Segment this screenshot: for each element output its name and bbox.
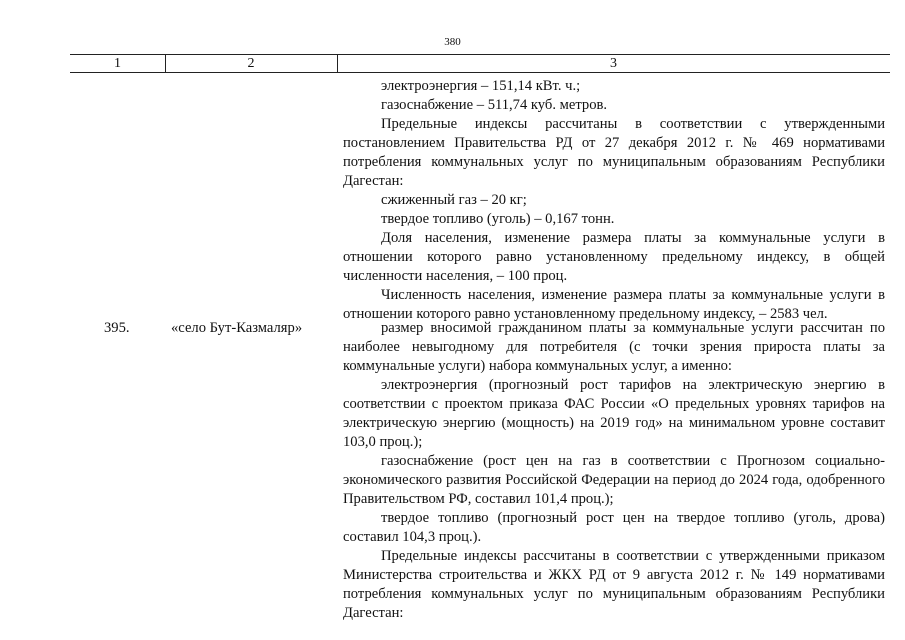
paragraph: газоснабжение – 511,74 куб. метров. (381, 97, 608, 113)
row-394-description (343, 77, 885, 324)
table-header-col-3: 3 (610, 56, 617, 71)
paragraph: электроэнергия (прогнозный рост тарифов на электрическую энергию в соответствии с проектом приказа ФАС России «О предельных уровнях тарифов на электрическую энергию (мощность) на 2019 год» на минимальном уровне составит 103,0 проц.); (343, 377, 885, 450)
settlement-name: «село Бут-Казмаляр» (171, 320, 303, 336)
table-header-bottom-border (70, 72, 890, 73)
paragraph: Предельные индексы рассчитаны в соответствии с утвержденными приказом Министерства строительства и ЖКХ РД от 9 августа 2012 г. № 149 нормативами потребления коммунальных услуг по муниципальным образованиям Республики Дагестан: (343, 548, 885, 621)
paragraph: газоснабжение (рост цен на газ в соответствии с Прогнозом социально-экономического развития Российской Федерации на период до 2024 года, одобренного Правительством РФ, составил 101,4 проц.); (343, 453, 885, 507)
table-header-col-1: 1 (114, 56, 121, 71)
paragraph: Доля населения, изменение размера платы за коммунальные услуги в отношении которого равно установленному предельному индексу, в общей численности населения, – 100 проц. (343, 230, 885, 284)
row-number: 395. (104, 320, 130, 336)
paragraph: твердое топливо (уголь) – 0,167 тонн. (381, 211, 615, 227)
paragraph: твердое топливо (прогнозный рост цен на твердое топливо (уголь, дрова) составил 104,3 проц.). (343, 510, 885, 545)
paragraph: Предельные индексы рассчитаны в соответствии с утвержденными постановлением Правительства РД от 27 декабря 2012 г. № 469 нормативами потребления коммунальных услуг по муниципальным образованиям Республики Дагестан: (343, 116, 885, 189)
page-number: 380 (444, 36, 461, 48)
paragraph: электроэнергия – 151,14 кВт. ч.; (381, 78, 581, 94)
paragraph: размер вносимой гражданином платы за коммунальные услуги рассчитан по наиболее невыгодному для потребителя (с точки зрения прироста платы за коммунальные услуги) набора коммунальных услуг, а именно: (343, 320, 885, 374)
paragraph: сжиженный газ – 20 кг; (381, 192, 527, 208)
paragraph: Численность населения, изменение размера платы за коммунальные услуги в отношении которого равно установленному предельному индексу, – 2583 чел. (343, 287, 885, 322)
row-395-description (343, 319, 885, 623)
table-header-col-2: 2 (247, 56, 255, 71)
